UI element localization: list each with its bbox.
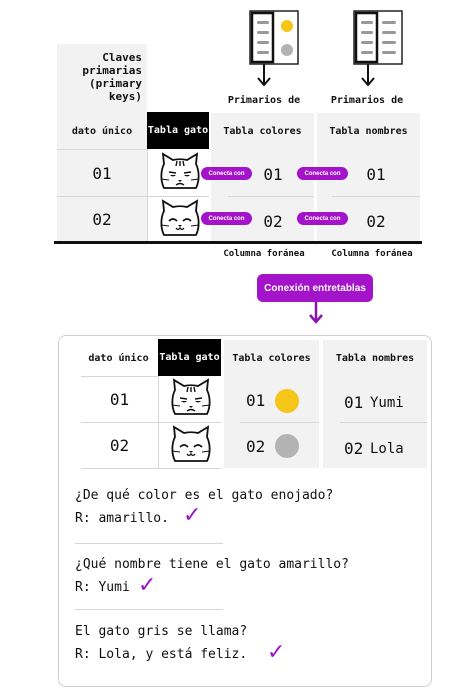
conexion-entretablas-button[interactable]: Conexión entretablas [257, 274, 373, 302]
col-tabla-gato: Tabla gato [147, 112, 209, 149]
conecta-con-badge: Conecta con [297, 212, 348, 225]
checkmark-icon: ✓ [138, 573, 157, 598]
primarios-de-label-1: Primarios de [227, 95, 301, 106]
row1-id: 01 [92, 163, 112, 183]
column-divider [147, 149, 148, 241]
gray-color-swatch [275, 434, 299, 458]
answer-2: R: Yumi [75, 580, 130, 595]
happy-cat-icon [158, 199, 202, 239]
nombres-row1: 01 [366, 164, 386, 184]
question-2: ¿Qué nombre tiene el gato amarillo? [75, 557, 349, 572]
row-divider [240, 422, 319, 423]
primary-keys-label: Claves primarias (primary keys) [82, 51, 142, 103]
primarios-de-label-2: Primarios de [330, 95, 404, 106]
result-row2-id: 02 [109, 436, 130, 455]
colores-row2: 02 [263, 211, 283, 231]
arrow-down-icon [308, 302, 324, 326]
table-icon-colores [249, 10, 299, 65]
question-1: ¿De qué color es el gato enojado? [75, 488, 334, 503]
qa-divider [75, 609, 223, 610]
checkmark-icon: ✓ [183, 503, 202, 528]
result-col-tabla-colores: Tabla colores [224, 340, 319, 376]
conecta-con-badge: Conecta con [297, 167, 348, 180]
result-col-tabla-gato: Tabla gato [158, 339, 221, 376]
result-row1-id: 01 [109, 390, 130, 409]
result-nombres-row2-name: Lola [370, 441, 404, 457]
result-nombres-row2-id: 02 [344, 439, 364, 458]
result-nombres-row1-name: Yumi [370, 395, 404, 411]
qa-divider [75, 543, 223, 544]
columna-foranea-label-1: Columna foránea [223, 249, 305, 259]
col-tabla-colores: Tabla colores [211, 113, 314, 149]
angry-cat-icon [158, 152, 202, 192]
row-divider [340, 422, 427, 423]
answer-1: R: amarillo. [75, 511, 169, 526]
yellow-color-swatch [275, 389, 299, 413]
columna-foranea-label-2: Columna foránea [331, 249, 413, 259]
arrow-down-icon [257, 64, 271, 90]
happy-cat-icon [169, 425, 213, 465]
row-divider [81, 468, 221, 469]
result-colores-row1: 01 [246, 391, 266, 410]
col-tabla-nombres: Tabla nombres [317, 113, 420, 149]
column-divider [158, 376, 159, 468]
result-colores-row2: 02 [246, 437, 266, 456]
row2-id: 02 [92, 209, 112, 229]
answer-3: R: Lola, y está feliz. [75, 647, 248, 662]
colores-row1: 01 [263, 164, 283, 184]
checkmark-icon: ✓ [267, 640, 286, 665]
result-col-tabla-nombres: Tabla nombres [323, 340, 427, 376]
table-bottom-rule [54, 241, 422, 244]
table-icon-nombres [353, 10, 403, 65]
nombres-row2: 02 [366, 211, 386, 231]
row-divider [332, 196, 420, 197]
result-col-dato-unico: dato único [88, 352, 149, 364]
result-nombres-row1-id: 01 [344, 393, 364, 412]
col-dato-unico: dato único [71, 125, 133, 137]
row-divider [228, 196, 314, 197]
conecta-con-badge: Conecta con [201, 212, 252, 225]
question-3: El gato gris se llama? [75, 624, 248, 639]
angry-cat-icon [169, 378, 213, 418]
conecta-con-badge: Conecta con [201, 167, 252, 180]
arrow-down-icon [361, 64, 375, 90]
